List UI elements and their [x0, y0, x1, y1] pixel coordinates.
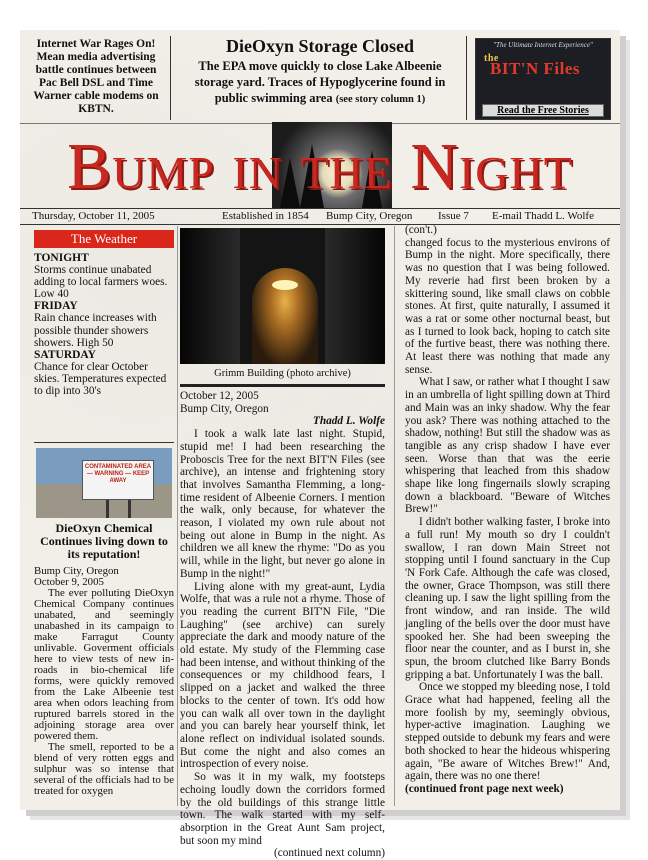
- masthead-title: Bump in the Night: [67, 130, 573, 203]
- photo-caption: Grimm Building (photo archive): [214, 368, 351, 379]
- cont-label: (con't.): [405, 224, 437, 236]
- friday-label: FRIDAY: [34, 300, 78, 313]
- teaser-internet-war[interactable]: Internet War Rages On! Mean media advertising battle continues between Pac Bell DSL and Time Warner cable modems on KBTN.: [33, 38, 159, 115]
- story-title[interactable]: DieOxyn Chemical Continues living down to its reputation!: [40, 521, 168, 561]
- story-paragraph: The smell, reported to be a blend of very rotten eggs and sulphur was so intense that several of the officials had to be treated for oxygen: [34, 741, 174, 797]
- email-link[interactable]: E-mail Thadd L. Wolfe: [492, 210, 594, 222]
- weather-forecast: [34, 252, 174, 397]
- issue-date: Thursday, October 11, 2005: [32, 210, 155, 222]
- column-divider: [394, 226, 395, 806]
- ad-logo: [484, 53, 581, 79]
- feature-paragraph: I took a walk late last night. Stupid, stupid me! I had been researching the Proboscis Tree for the next BIT'N Files (see archive), an intense and frightening story that involves Samantha Flemming, a long-time resident of Albeenie Corners. I mention the walk, only because, for whatever the reason, I violated my own rule about not being out alone in Bump in the night. As children we all knew the rhyme: "Do as you will, while in the light, but never go alone in Bump in the night!": [180, 428, 385, 580]
- feature-paragraph: Living alone with my great-aunt, Lydia Wolfe, that was a rule not a rhyme. Those of you reading the current BIT'N File, "Die Laughing" (see archive) can surely appreciate the dark and moody nature of the old estate. My study of the Flemming case had been intense, and without thinking of the consequences or my childhood fears, I slipped on a jacket and walked the three blocks to the center of town. It's odd how you can walk all over town in the daylight and you can barely hear yourself think, let alone reflect on individual isolated sounds. But come the night and also comes an introspection of every noise.: [180, 580, 385, 771]
- tonight-label: TONIGHT: [34, 252, 89, 264]
- rule: [34, 442, 174, 443]
- saturday-text: Chance for clear October skies. Temperatures expected to dip into 30's: [34, 360, 167, 398]
- story-body: [34, 566, 174, 797]
- cont-paragraph: What I saw, or rather what I thought I saw in an umbrella of light spilling down at Third and Main was an inky shadow. Why the fear you ask? There was nothing attached to the shadow, nothing! But still the shadow was as tangible as any crisp shadow I have ever seen. Worse than that was the eerie whispering that leached from this shadow shape like long fingernails slowly scraping down a blackboard. "Beware of Witches Brew!": [405, 376, 610, 516]
- feature-date: October 12, 2005: [180, 390, 259, 402]
- continuation-column: [405, 224, 610, 796]
- story-place: Bump City, Oregon: [34, 565, 119, 577]
- read-free-stories-button[interactable]: Read the Free Stories: [482, 104, 604, 117]
- lead-subtitle: [180, 58, 460, 108]
- story-date: October 9, 2005: [34, 576, 104, 588]
- cont-paragraph: Once we stopped my bleeding nose, I told Grace what had happened, feeling all the more foolish by my, seemingly obvious, hyper-active imagination. Laughing we stepped outside to debunk my fears and were both shocked to hear the hideous whispering again, "Be aware of Witches Brew!" And, again, there was no one there!: [405, 681, 610, 783]
- feature-place: Bump City, Oregon: [180, 402, 269, 415]
- feature-story: [180, 390, 385, 860]
- byline: Thadd L. Wolfe: [312, 415, 385, 428]
- continued-note: (continued next column): [273, 847, 385, 860]
- dateline: [26, 208, 614, 224]
- cont-paragraph: changed focus to the mysterious environs of Bump in the night. More specifically, there was no question that I was being followed. My reverie had first been broken by a skittering sound, like small claws on cobble stones. At first, quite naturally, I assumed it was a rat or some other nocturnal beast, but as I turned to look back, hoping to catch site of the furtive beast, there was nothing there. At least there was nothing that made any sense.: [405, 236, 610, 376]
- established: Established in 1854: [222, 210, 309, 222]
- cont-paragraph: I didn't bother walking faster, I broke into a full run! My mouth so dry I couldn't swallow, I ran down Main Street not stopping until I found sanctuary in the Cup 'N Fork Cafe. Although the cafe was closed, the owner, Grace Thompson, was still there cleaning up. I saw the light spilling from the front window, and ran inside. The wild jangling of the bells over the door must have spooked her. She had been sweeping the floor near the counter, and as I burst in, she spun, the broom clutched like Barry Bonds gripping a bat. Unfortunately I was the ball.: [405, 516, 610, 681]
- tonight-text: Storms continue unabated adding to local farmers woes. Low 40: [34, 264, 168, 301]
- lead-subtitle-text: The EPA move quickly to close Lake Albeenie storage yard. Traces of Hypoglycerine found in public swimming area: [194, 59, 446, 105]
- lead-title: DieOxyn Storage Closed: [226, 36, 414, 56]
- lead-subtitle-note: (see story column 1): [335, 94, 426, 105]
- friday-text: Rain chance increases with possible thunder showers showers. High 50: [34, 312, 157, 349]
- masthead: [30, 126, 610, 208]
- divider: [466, 36, 467, 120]
- newspaper-page: [20, 30, 620, 860]
- continued-front-page: (continued front page next week): [405, 782, 564, 795]
- bitn-files-ad[interactable]: [475, 38, 611, 120]
- sign-board: CONTAMINATED AREA — WARNING — KEEP AWAY: [82, 460, 154, 500]
- grimm-building-photo: [180, 228, 385, 364]
- column-divider: [177, 226, 178, 806]
- divider: [170, 36, 171, 120]
- city: Bump City, Oregon: [326, 210, 413, 222]
- warning-sign-photo: [36, 448, 172, 518]
- saturday-label: SATURDAY: [34, 348, 96, 361]
- weather-banner: The Weather: [34, 230, 174, 248]
- ad-tagline: "The Ultimate Internet Experience": [493, 41, 593, 49]
- feature-paragraph: So was it in my walk, my footsteps echoing loudly down the corridors formed by the old buildings of this strange little town. The walk started with my self-absorption in the Great Aunt Sam project, but soon my mind: [180, 771, 385, 847]
- issue-number: Issue 7: [438, 210, 469, 222]
- ad-logo-text: BIT'N Files: [490, 59, 581, 78]
- story-paragraph: The ever polluting DieOxyn Chemical Company continues unabated, and seemingly unabashed in its campaign to make Farragut County unlivable. Goverment officials here to view tests of new in-roads in bio-chemical life forms, were quickly removed from the Lake Albeenie test area when odors leaching from ruptured barrels stored in the adjoining storage area over powered them.: [34, 587, 174, 742]
- ad-logo-the: the: [484, 53, 499, 64]
- rule: [180, 384, 385, 387]
- lead-headline[interactable]: [180, 36, 460, 108]
